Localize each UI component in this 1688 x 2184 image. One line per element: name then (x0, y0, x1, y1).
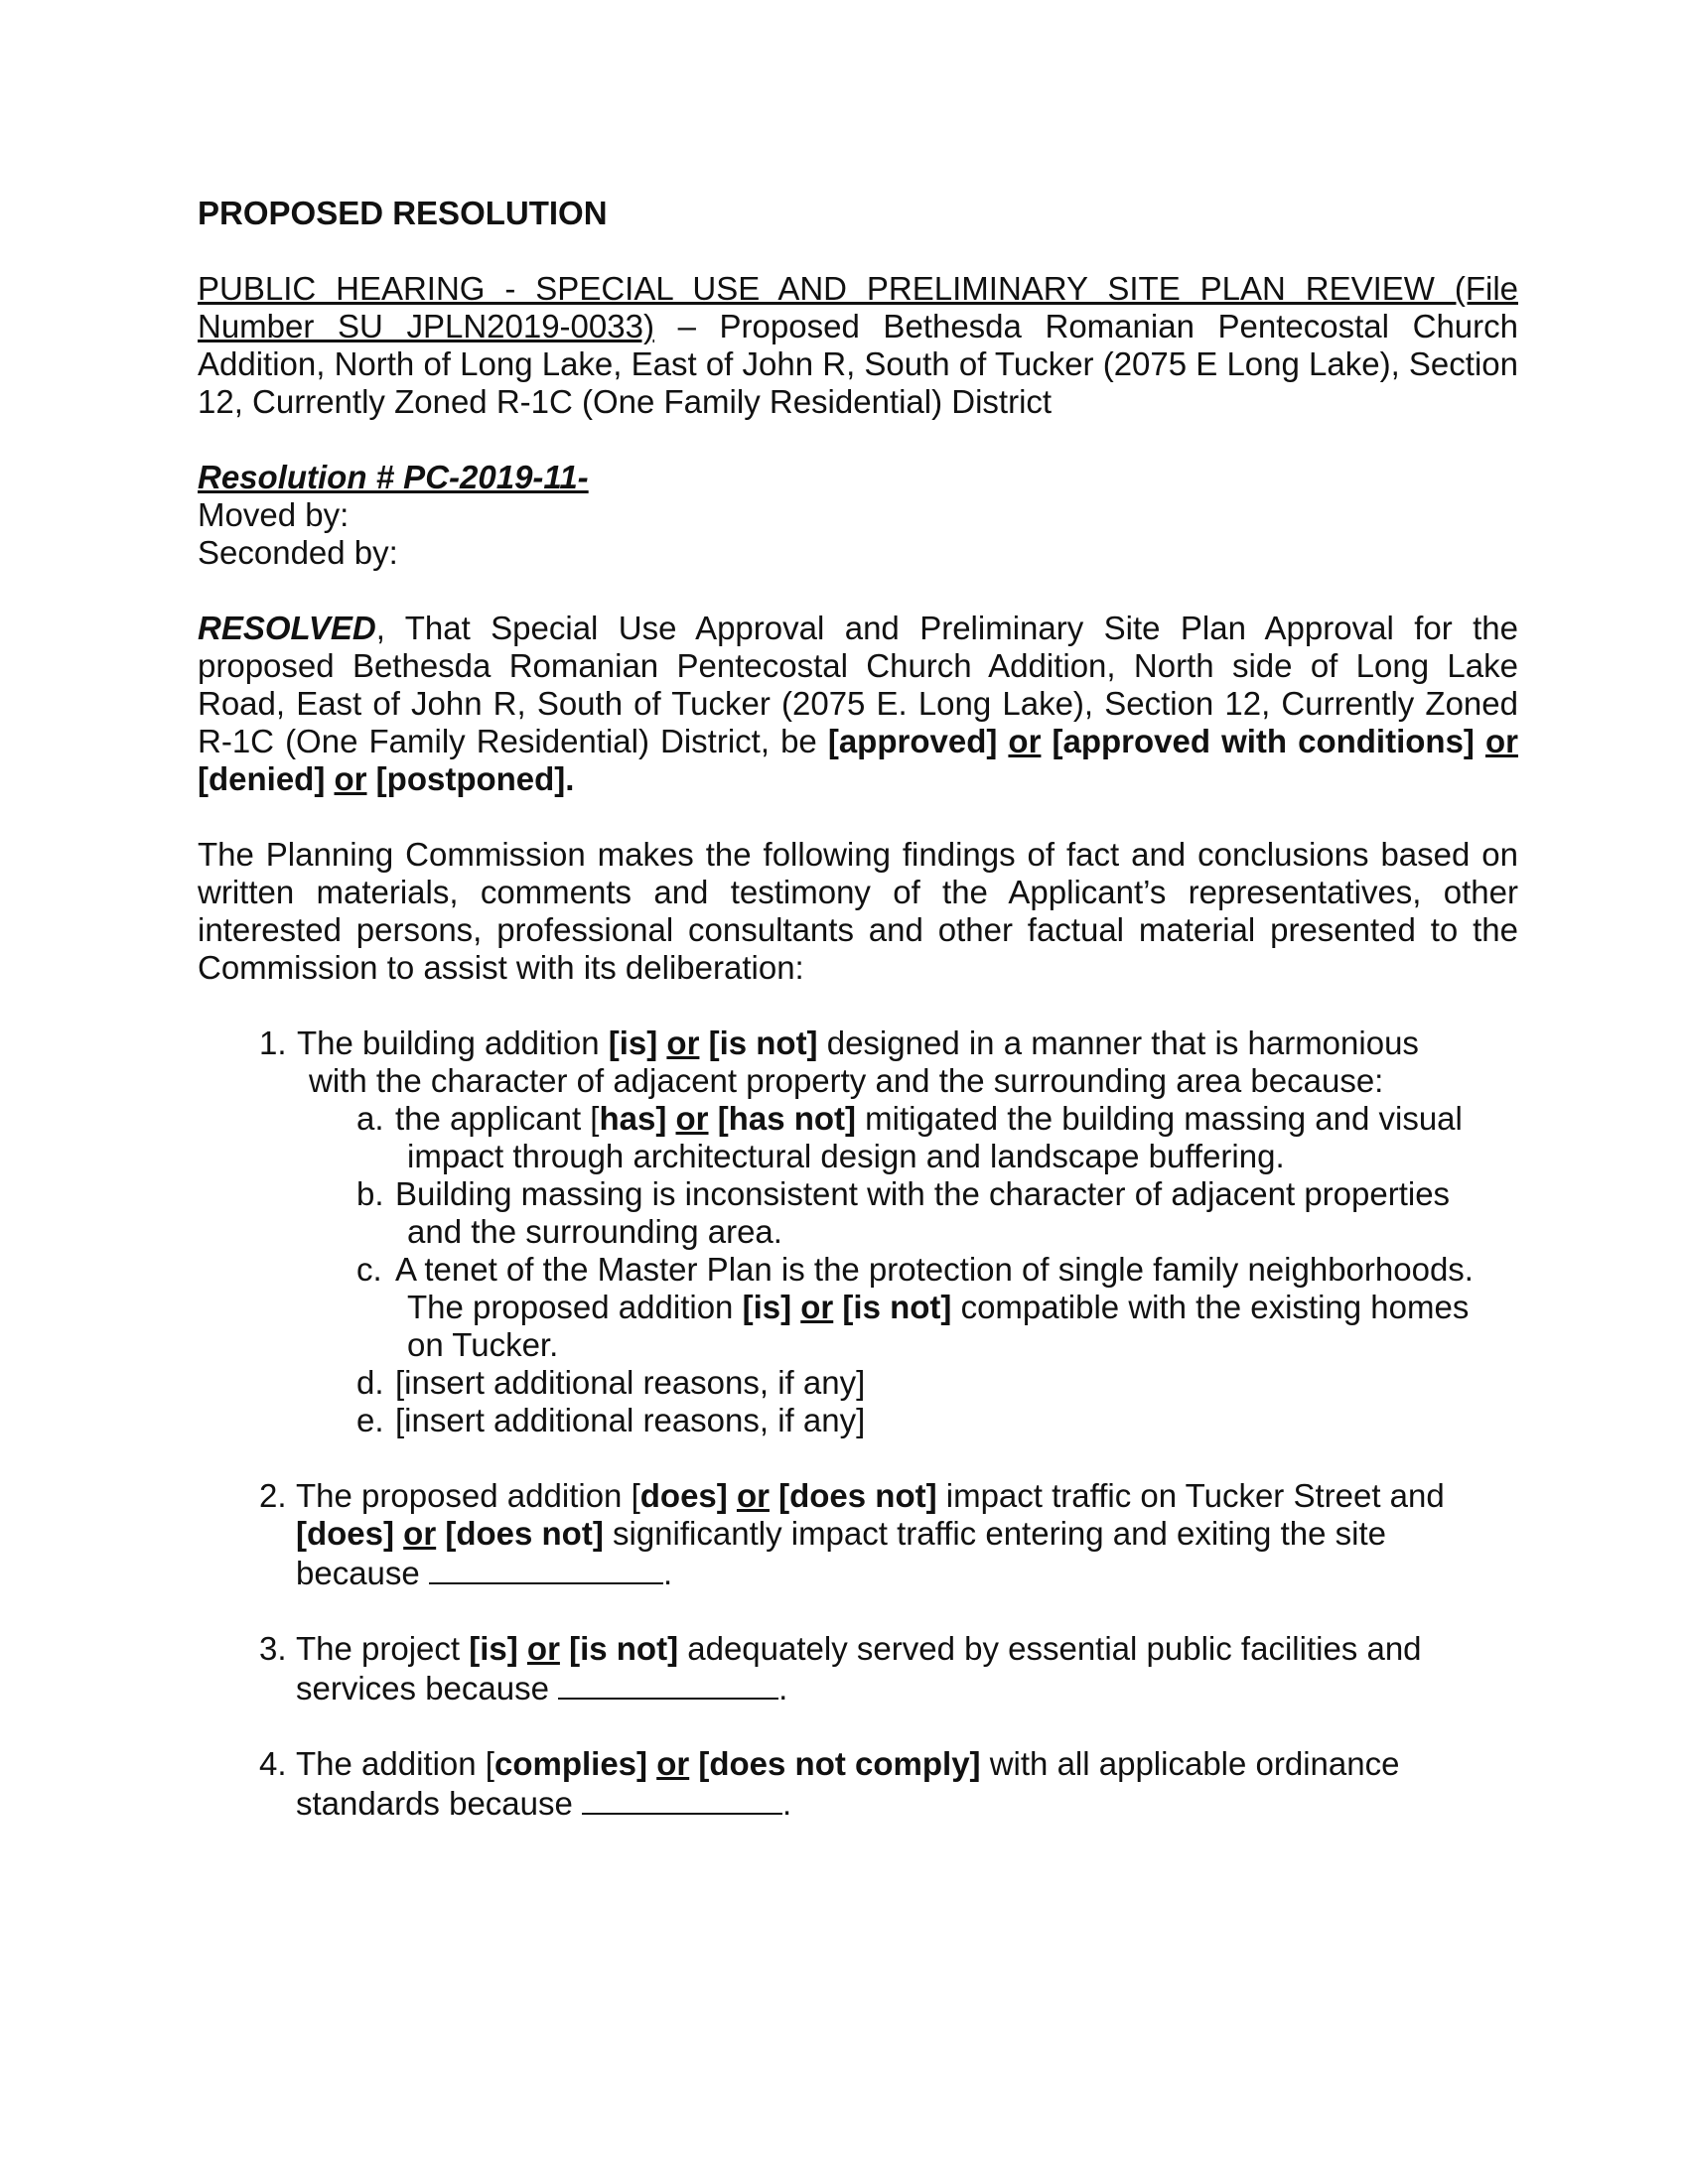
document-body (198, 195, 1518, 1823)
finding-number: 3. (259, 1630, 287, 1667)
reason-e: e. [insert additional reasons, if any] (356, 1402, 866, 1438)
finding-3: 3. The project [is] or [is not] adequately served by essential public facilities and services because . (259, 1630, 1422, 1706)
fill-in-blank[interactable] (429, 1553, 663, 1584)
reason-d: d. [insert additional reasons, if any] (356, 1364, 866, 1401)
moved-by: Moved by: (198, 496, 350, 533)
finding-number: 1. (259, 1024, 287, 1061)
or-word: or (1008, 723, 1042, 759)
resolved-lead: RESOLVED (198, 610, 376, 646)
reason-a: a. the applicant [has] or [has not] mitigated the building massing and visual impact through architectural design and landscape buffering. (356, 1100, 1463, 1174)
hearing-heading: PUBLIC HEARING - SPECIAL USE AND PRELIMINARY SITE PLAN REVIEW (File Number SU JPLN2019-0033) (198, 270, 1518, 344)
hearing-paragraph (198, 270, 1518, 421)
finding-2: 2. The proposed addition [does] or [does not] impact traffic on Tucker Street and [does] or [does not] significantly impact traffic entering and exiting the site because . (259, 1477, 1445, 1591)
findings-list-continued (198, 1477, 1518, 1823)
or-word: or (1484, 723, 1518, 759)
finding-1-line-2: with the character of adjacent property and the surrounding area because: (309, 1062, 1384, 1099)
finding-1-line-1: The building addition [is] or [is not] designed in a manner that is harmonious (297, 1024, 1419, 1061)
resolved-text: , That Special Use Approval and Preliminary Site Plan Approval for the proposed Bethesda Romanian Pentecostal Church Addition, North side of Long Lake Road, East of John R, South of Tucker (2075 E. Long Lake), Section 12, Currently Zoned R-1C (One Family Residential) District, be (198, 610, 1518, 759)
option-postponed: [postponed]. (375, 760, 575, 797)
hearing-description: – Proposed Bethesda Romanian Pentecostal Church Addition, North of Long Lake, East of John R, South of Tucker (2075 E Long Lake), Section 12, Currently Zoned R-1C (One Family Residential) District (198, 308, 1518, 420)
option-approved-with-conditions: [approved with conditions] (1052, 723, 1475, 759)
findings-list (198, 1024, 1518, 1100)
resolution-number: Resolution # PC-2019-11- (198, 459, 589, 495)
resolved-paragraph (198, 610, 1518, 798)
finding-1 (198, 1024, 1518, 1100)
option-denied: [denied] (198, 760, 326, 797)
or-word: or (334, 760, 367, 797)
document-title: PROPOSED RESOLUTION (198, 195, 608, 231)
fill-in-blank[interactable] (558, 1668, 778, 1700)
findings-intro: The Planning Commission makes the following findings of fact and conclusions based on written materials, comments and testimony of the Applicant’s representatives, other interested persons, professional consultants and other factual material presented to the Commission to assist with its deliberation: (198, 836, 1518, 986)
fill-in-blank[interactable] (582, 1783, 782, 1815)
finding-4: 4. The addition [complies] or [does not comply] with all applicable ordinance standards because . (259, 1745, 1400, 1822)
reason-b: b. Building massing is inconsistent with the character of adjacent properties and the surrounding area. (356, 1175, 1451, 1250)
option-approved: [approved] (827, 723, 998, 759)
finding-number: 4. (259, 1745, 287, 1782)
seconded-by: Seconded by: (198, 534, 398, 571)
finding-number: 2. (259, 1477, 287, 1514)
reason-c: c. A tenet of the Master Plan is the protection of single family neighborhoods. The proposed addition [is] or [is not] compatible with the existing homes on Tucker. (356, 1251, 1474, 1363)
finding-1-reasons (198, 1100, 1518, 1439)
